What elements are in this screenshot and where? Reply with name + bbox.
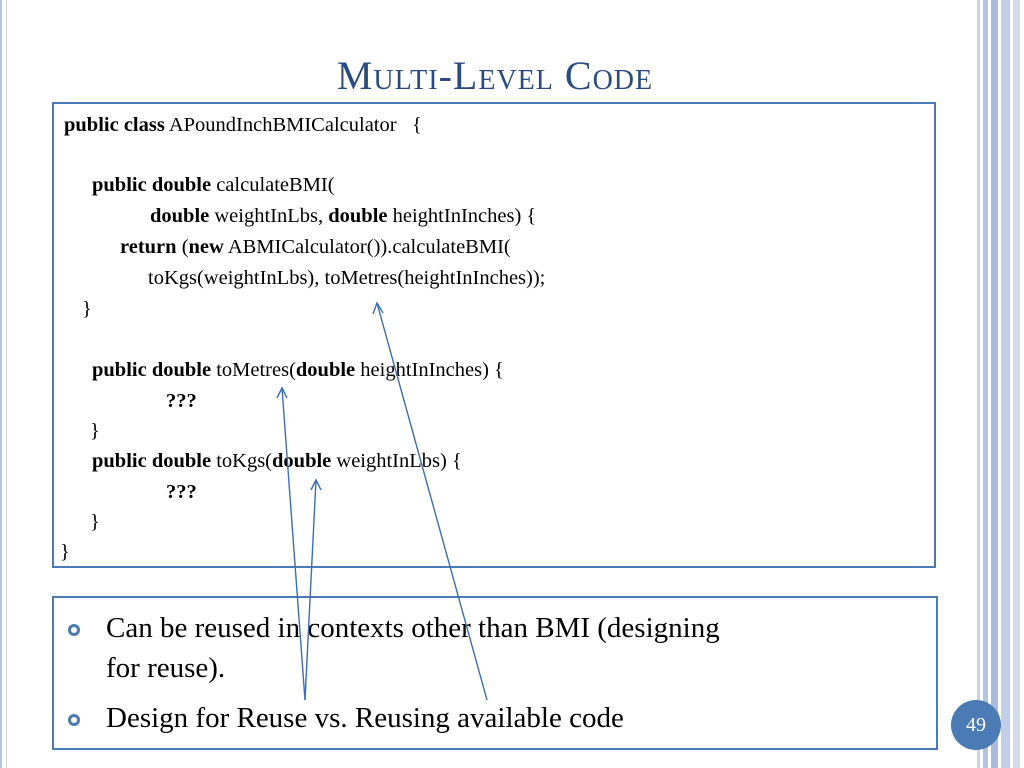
left-border-accent-inner: [6, 0, 7, 768]
slide-title: Multi-Level Code: [336, 53, 654, 98]
code-line-placeholder: ???: [166, 481, 197, 503]
code-line-placeholder: ???: [166, 390, 197, 412]
code-line-tometres-signature: public double toMetres(double heightInInches) {: [92, 359, 504, 381]
code-line-method-signature: public double calculateBMI(: [92, 174, 335, 196]
code-line-class-declaration: public class APoundInchBMICalculator {: [64, 114, 422, 136]
code-line-tokgs-signature: public double toKgs(double weightInLbs) {: [92, 450, 462, 472]
code-block: [52, 102, 936, 568]
code-line-closing-brace: }: [90, 511, 100, 533]
code-line-closing-brace: }: [82, 298, 92, 320]
left-border-accent: [0, 0, 2, 768]
code-line-return-arguments: toKgs(weightInLbs), toMetres(heightInInches));: [148, 267, 546, 289]
code-line-parameters: double weightInLbs, double heightInInches) {: [150, 205, 537, 227]
bullet-point-icon: [68, 714, 80, 726]
code-line-return-statement: return (new ABMICalculator()).calculateBMI(: [120, 236, 511, 258]
right-decorative-stripes: [976, 0, 1024, 768]
code-line-closing-brace: }: [90, 420, 100, 442]
bullet-list: Can be reused in contexts other than BMI (designing for reuse). Design for Reuse vs. Reusing available code: [52, 596, 938, 750]
bullet-point-icon: [68, 624, 80, 636]
page-number-badge: 49: [951, 700, 1001, 750]
code-line-class-closing-brace: }: [60, 541, 70, 563]
